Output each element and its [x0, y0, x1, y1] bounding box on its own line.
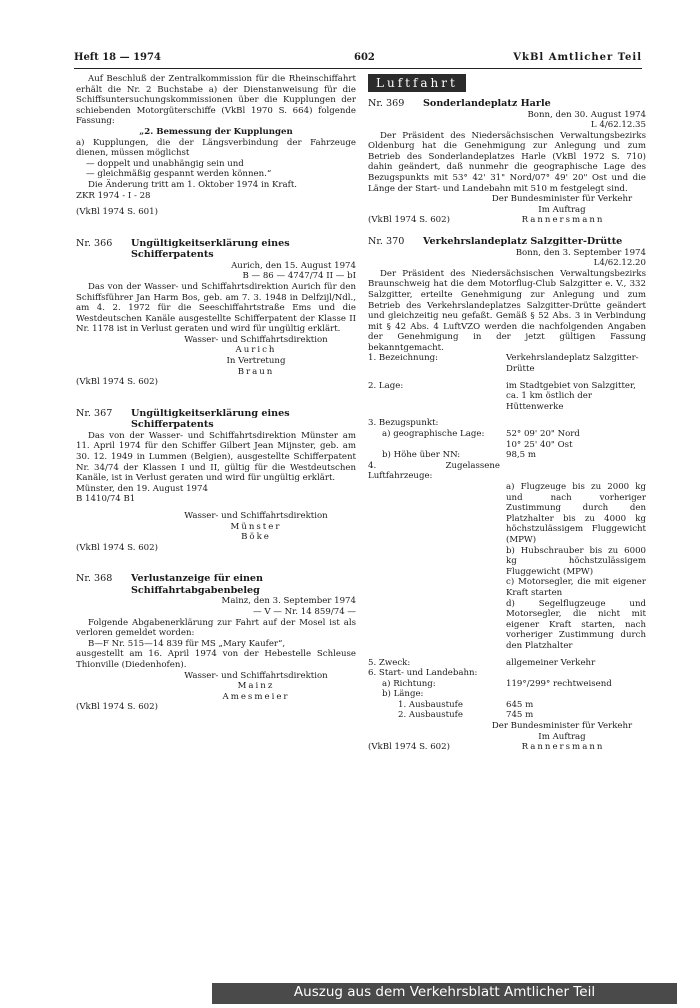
notice-number: Nr. 366 [76, 237, 113, 249]
item-3-label: 3. Bezugspunkt: [368, 418, 439, 429]
publication-title: VkBl Amtlicher Teil [513, 52, 642, 63]
item-value [506, 429, 646, 450]
item-label: 2. Lage: [368, 380, 404, 391]
item-label: b) Höhe über NN: [382, 450, 461, 461]
aircraft-item-b: b) Hubschrauber bis zu 6000 kg höchstzulässigem Fluggewicht (MPW) [506, 545, 646, 577]
item-3b [368, 450, 646, 461]
notice-number: Nr. 370 [368, 236, 405, 248]
notice-370-title [368, 236, 646, 248]
item-label: 1. Bezeichnung: [368, 353, 439, 364]
item-6a [368, 679, 646, 690]
item-label: 5. Zweck: [368, 657, 411, 668]
item-value: 98,5 m [506, 450, 537, 461]
notice-369-title [368, 98, 646, 110]
notice-369-place-date: Bonn, den 30. August 1974 [527, 109, 646, 120]
notice-368-reference: (VkBl 1974 S. 602) [76, 702, 158, 713]
item-label: a) Richtung: [382, 678, 436, 689]
latitude-value: 52° 09' 20" Nord [506, 429, 580, 440]
notice-368-file-number: — V — Nr. 14 859/74 — [253, 606, 356, 617]
notice-369-text: Der Präsident des Niedersächsischen Verwaltungsbezirks Oldenburg hat die Genehmigung zur Anlegung und zum Betrieb des Sonderlandeplatzes Harle (VkBl 1972 S. 710) dahin geändert, daß nunmehr die geographische Lage des Bezugspunkts mit 53° 42' 31" Nord/07° 49' 20" Ost und die Länge der Start- und Landebahn mit 510 m festgelegt sind. [368, 130, 646, 194]
notice-366-file-number: B — 86 — 4747/74 II — bI [242, 271, 356, 282]
aircraft-list [368, 482, 646, 652]
bemessung-dash-1: — doppelt und unabhängig sein und [86, 158, 244, 169]
item-4-label: 4. Zugelassene Luftfahrzeuge: [368, 460, 500, 482]
notice-366-title [76, 238, 356, 261]
notice-366-reference: (VkBl 1974 S. 602) [76, 377, 158, 388]
aircraft-item-a: a) Flugzeuge bis zu 2000 kg und nach vorheriger Zustimmung durch den Platzhalter bis zu 4000 kg höchstzulässigem Fluggewicht (MPW) [506, 482, 646, 545]
item-1 [368, 353, 646, 374]
zkr-reference: ZKR 1974 - I - 28 [76, 190, 151, 201]
notice-367-reference: (VkBl 1974 S. 602) [76, 542, 158, 553]
issue-label: Heft 18 — 1974 [74, 52, 161, 63]
item-value: 119°/299° rechtweisend [506, 678, 612, 689]
notice-367-title [76, 408, 356, 431]
aircraft-item-c: c) Motorsegler, die mit eigener Kraft starten [506, 577, 646, 598]
notice-367-file-number: B 1410/74 B1 [76, 494, 136, 505]
notice-366-signature-city: Aurich [235, 345, 277, 356]
section-heading-luftfahrt: Luftfahrt [368, 74, 466, 92]
item-3a [368, 429, 646, 450]
notice-370-signature-org: Der Bundesminister für Verkehr [491, 721, 633, 732]
longitude-value: 10° 25' 40" Ost [506, 439, 573, 450]
notice-heading: Ungültigkeitserklärung eines Schifferpatents [131, 237, 290, 261]
notice-369-reference: (VkBl 1974 S. 602) [368, 215, 450, 226]
notice-370-footer-row [368, 742, 646, 753]
notice-368-lost-item: B—F Nr. 515—14 839 für MS „Mary Kaufer“, [88, 638, 286, 649]
notice-370-reference: (VkBl 1974 S. 602) [368, 742, 450, 753]
notice-369-file-number: L 4/62.12.35 [590, 120, 646, 131]
aircraft-item-d: d) Segelflugzeuge und Motorsegler, die nicht mit eigener Kraft starten, nach vorheriger Zustimmung durch den Platzhalter [506, 598, 646, 651]
notice-heading: Ungültigkeitserklärung eines Schifferpatents [131, 407, 290, 431]
item-6-label: 6. Start- und Landebahn: [368, 668, 478, 679]
notice-number: Nr. 369 [368, 98, 405, 109]
footer-banner [212, 983, 677, 1004]
notice-366-text: Das von der Wasser- und Schiffahrtsdirektion Aurich für den Schiffsführer Jan Harm Bos, geb. am 7. 3. 1948 in Delfzijl/Ndl., am 4. 2. 1972 für die Seeschiffahrtstraße Ems und die Westdeutschen Kanäle ausgestellte Schifferpatent der Klasse II Nr. 1178 ist in Verlust geraten und wird für ungültig erklärt. [76, 281, 356, 335]
notice-370-signature-role: Im Auftrag [538, 731, 586, 742]
notice-368-text: Folgende Abgabenerklärung zur Fahrt auf der Mosel ist als verloren gemeldet worden: [76, 617, 356, 639]
notice-369-footer-row [368, 215, 646, 226]
item-label: 1. Ausbaustufe [398, 699, 463, 710]
notice-367-place-date: Münster, den 19. August 1974 [76, 483, 208, 494]
item-6b-2 [368, 710, 646, 721]
reference-601: (VkBl 1974 S. 601) [76, 207, 158, 218]
notice-370-place-date: Bonn, den 3. September 1974 [515, 247, 646, 258]
notice-368-signature-city: Mainz [237, 681, 275, 692]
notice-367-signature-name: Böke [241, 532, 271, 543]
notice-366-signature-name: Braun [237, 366, 275, 377]
notice-368-text-2: ausgestellt am 16. April 1974 von der Hebestelle Schleuse Thionville (Diedenhofen). [76, 649, 356, 670]
left-column [76, 74, 356, 713]
notice-370-text: Der Präsident des Niedersächsischen Verwaltungsbezirks Braunschweig hat die dem Motorflug-Club Salzgitter e. V., 332 Salzgitter, erteilte Genehmigung zur Anlegung und zum Betrieb des Verkehrslandeplatzes Salzgitter-Drütte geändert und gleichzeitig neu gefaßt. Gemäß § 52 Abs. 3 in Verbindung mit § 42 Abs. 4 LuftVZO werden die nachfolgenden Angaben der Genehmigung in der jetzt gültigen Fassung bekanntgemacht. [368, 268, 646, 353]
notice-367-text: Das von der Wasser- und Schiffahrtsdirektion Münster am 11. April 1974 für den Schiffer Gilbert Jean Mijnster, geb. am 30. 12. 1949 in Lummen (Belgien), ausgestellte Schifferpatent Nr. 34/74 der Klassen I und II, gültig für die Westdeutschen Kanäle, ist in Verlust geraten und wird für ungültig erklärt. [76, 430, 356, 484]
notice-367-signature-city: Münster [230, 521, 282, 532]
notice-369-signature-org: Der Bundesminister für Verkehr [491, 194, 633, 205]
right-column [368, 74, 646, 753]
notice-370-file-number: L4/62.12.20 [593, 258, 646, 269]
notice-370-signature-name: Rannersmann [521, 742, 605, 753]
notice-369-signature-name: Rannersmann [521, 215, 605, 226]
page-number: 602 [354, 52, 375, 63]
bemessung-dash-2: — gleichmäßig gespannt werden können.“ [86, 169, 272, 180]
bemessung-item-a: a) Kupplungen, die der Längsverbindung der Fahrzeuge dienen, müssen möglichst [76, 137, 356, 159]
item-value: 645 m [506, 699, 534, 710]
notice-368-signature-org: Wasser- und Schiffahrtsdirektion [184, 670, 328, 681]
item-value: Verkehrslandeplatz Salzgitter-Drütte [506, 353, 639, 375]
item-6b-1 [368, 700, 646, 711]
notice-368-place-date: Mainz, den 3. September 1974 [221, 596, 356, 607]
notice-369-signature-role: Im Auftrag [538, 204, 586, 215]
notice-heading: Verlustanzeige für einen Schiffahrtabgabenbeleg [131, 573, 264, 596]
item-6b-label: b) Länge: [382, 689, 424, 700]
notice-number: Nr. 367 [76, 407, 113, 419]
footer-text: Auszug aus dem Verkehrsblatt Amtlicher Teil [293, 984, 596, 1000]
item-value: 745 m [506, 710, 534, 721]
intro-paragraph: Auf Beschluß der Zentralkommission für die Rheinschiffahrt erhält die Nr. 2 Buchstabe a) der Dienstanweisung für die Schiffsuntersuchungskommissionen über die Kupplungen der schiebenden Motorgüterschiffe (VkBl 1970 S. 664) folgende Fassung: [76, 74, 356, 127]
page-header [74, 52, 642, 66]
item-5 [368, 658, 646, 669]
notice-366-signature-role: In Vertretung [226, 356, 286, 367]
notice-367-signature-org: Wasser- und Schiffahrtsdirektion [184, 511, 328, 521]
change-note: Die Änderung tritt am 1. Oktober 1974 in Kraft. [88, 179, 298, 190]
header-rule [74, 68, 642, 69]
notice-368-title [76, 573, 356, 596]
item-label: a) geographische Lage: [382, 429, 485, 440]
item-2 [368, 381, 646, 413]
notice-368-signature-name: Amesmeier [222, 691, 290, 702]
item-value: allgemeiner Verkehr [506, 657, 596, 668]
item-label: 2. Ausbaustufe [398, 710, 463, 721]
notice-number: Nr. 368 [76, 573, 113, 585]
notice-366-signature-org: Wasser- und Schiffahrtsdirektion [184, 334, 328, 345]
notice-heading: Sonderlandeplatz Harle [423, 98, 551, 109]
bemessung-heading: „2. Bemessung der Kupplungen [139, 126, 293, 137]
notice-heading: Verkehrslandeplatz Salzgitter-Drütte [423, 236, 623, 248]
notice-366-place-date: Aurich, den 15. August 1974 [231, 260, 356, 271]
item-value: im Stadtgebiet von Salzgitter, ca. 1 km östlich der Hüttenwerke [506, 380, 636, 412]
